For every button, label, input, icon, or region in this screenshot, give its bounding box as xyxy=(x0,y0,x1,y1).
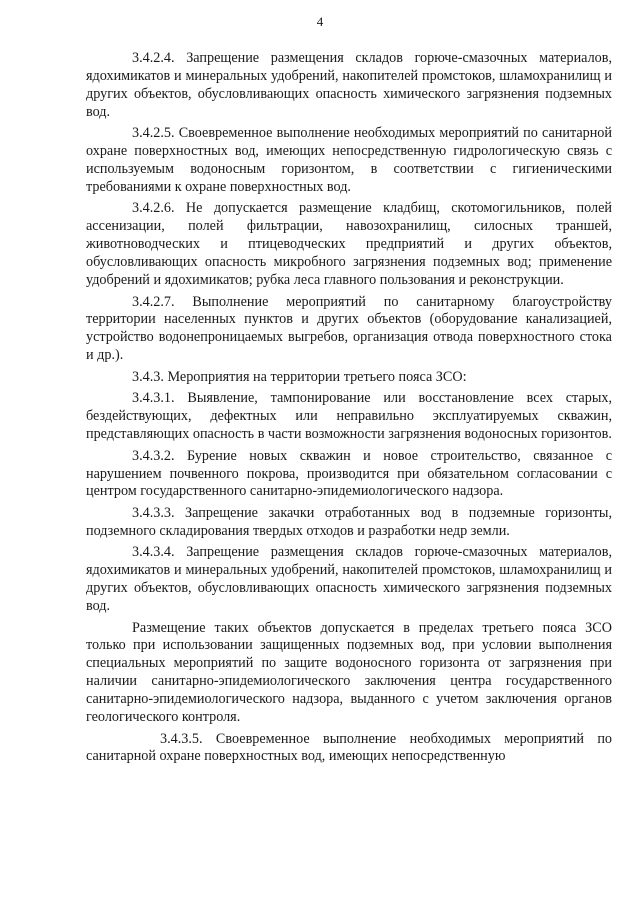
paragraph-3-4-2-5: 3.4.2.5. Своевременное выполнение необходимых мероприятий по санитарной охране поверхностных вод, имеющих непосредственную гидрологическую связь с используемым водоносным горизонтом, в соответствии с гигиеническими требованиями к охране поверхностных вод. xyxy=(86,125,612,195)
section-heading-3-4-3: 3.4.3. Мероприятия на территории третьего пояса ЗСО: xyxy=(132,368,467,385)
paragraph-3-4-3-1: 3.4.3.1. Выявление, тампонирование или восстановление всех старых, бездействующих, дефектных или неправильно эксплуатируемых скважин, представляющих опасность в части возможности загрязнения водоносных горизонтов. xyxy=(86,390,612,443)
paragraph-3-4-2-6: 3.4.2.6. Не допускается размещение кладбищ, скотомогильников, полей ассенизации, полей фильтрации, навозохранилищ, силосных траншей, животноводческих и птицеводческих предприятий и других объектов, обусловливающих опасность микробного загрязнения подземных вод; применение удобрений и ядохимикатов; рубка леса главного пользования и реконструкции. xyxy=(86,200,612,289)
paragraph-3-4-2-4: 3.4.2.4. Запрещение размещения складов горюче-смазочных материалов, ядохимикатов и минеральных удобрений, накопителей промстоков, шламохранилищ и других объектов, обусловливающих опасность химического загрязнения подземных вод. xyxy=(86,50,612,120)
paragraph-placement-conditions: Размещение таких объектов допускается в пределах третьего пояса ЗСО только при использовании защищенных подземных вод, при условии выполнения специальных мероприятий по защите водоносного горизонта от загрязнения при наличии санитарно-эпидемиологического заключения центра государственного санитарно-эпидемиологического надзора, выданного с учетом заключения органов геологического контроля. xyxy=(86,619,612,726)
paragraph-3-4-3-4: 3.4.3.4. Запрещение размещения складов горюче-смазочных материалов, ядохимикатов и минеральных удобрений, накопителей промстоков, шламохранилищ и других объектов, обусловливающих опасность химического загрязнения подземных вод. xyxy=(86,544,612,615)
paragraph-3-4-3-2: 3.4.3.2. Бурение новых скважин и новое строительство, связанное с нарушением почвенного покрова, производится при обязательном согласовании с центром государственного санитарно-эпидемиологического надзора. xyxy=(86,447,612,500)
paragraph-3-4-2-7: 3.4.2.7. Выполнение мероприятий по санитарному благоустройству территории населенных пунктов и других объектов (оборудование канализацией, устройство водонепроницаемых выгребов, организация отвода поверхностного стока и др.). xyxy=(86,293,612,364)
page-number: 4 xyxy=(316,14,324,29)
paragraph-3-4-3-5: 3.4.3.5. Своевременное выполнение необходимых мероприятий по санитарной охране поверхностных вод, имеющих непосредственную xyxy=(86,730,612,765)
paragraph-3-4-3-3: 3.4.3.3. Запрещение закачки отработанных вод в подземные горизонты, подземного складирования твердых отходов и разработки недр земли. xyxy=(86,504,612,539)
document-body xyxy=(86,50,612,770)
